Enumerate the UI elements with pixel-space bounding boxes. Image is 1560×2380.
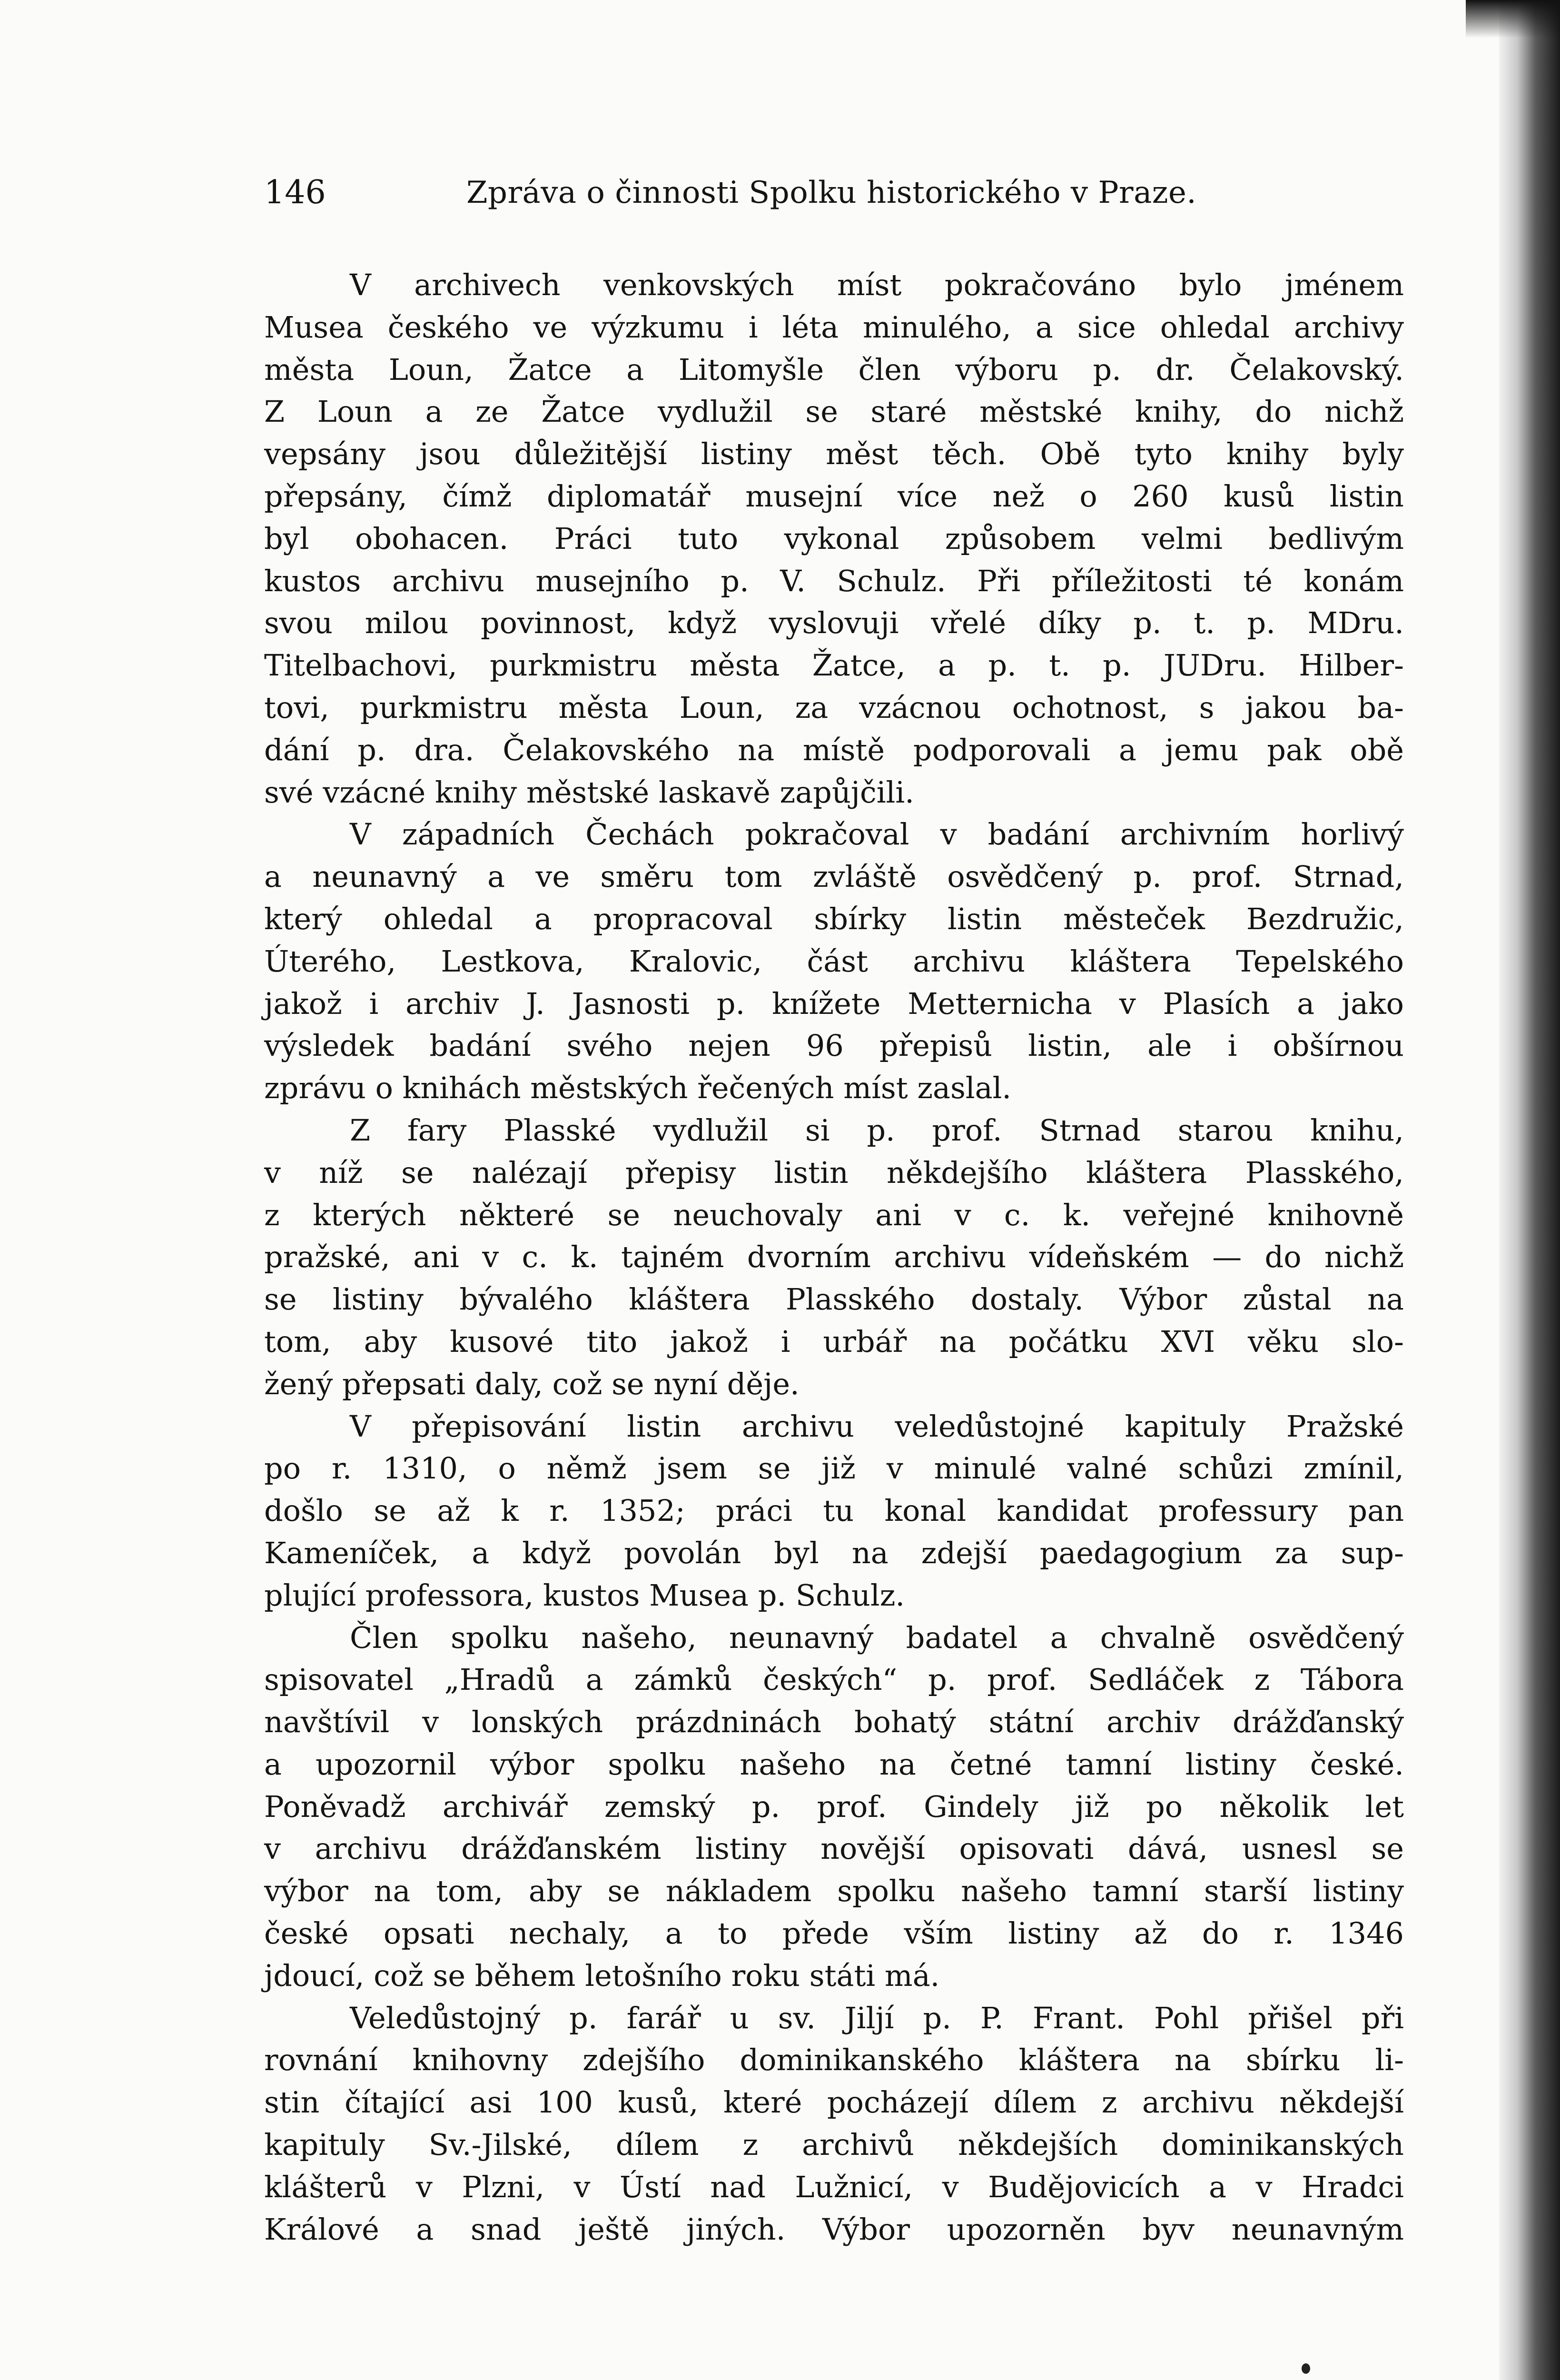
text-line: vepsány jsou důležitější listiny měst těch. Obě tyto knihy byly bbox=[264, 436, 1404, 472]
text-line: výbor na tom, aby se nákladem spolku našeho tamní starší listiny bbox=[264, 1874, 1404, 1909]
text-line: kustos archivu musejního p. V. Schulz. Při příležitosti té konám bbox=[264, 563, 1404, 598]
text-line: Kameníček, a když povolán byl na zdejší paedagogium za sup- bbox=[264, 1535, 1404, 1570]
text-line: který ohledal a propracoval sbírky listin městeček Bezdružic, bbox=[264, 901, 1404, 936]
running-title: Zpráva o činnosti Spolku historického v Praze. bbox=[466, 175, 1197, 210]
text-line: rovnání knihovny zdejšího dominikanského kláštera na sbírku li- bbox=[264, 2043, 1404, 2078]
ink-speck bbox=[1302, 2363, 1310, 2374]
text-line: Musea českého ve výzkumu i léta minulého, a sice ohledal archivy bbox=[264, 309, 1404, 345]
body-text bbox=[264, 264, 1404, 2251]
text-line: své vzácné knihy městské laskavě zapůjčili. bbox=[264, 774, 914, 810]
text-line: V západních Čechách pokračoval v badání archivním horlivý bbox=[350, 817, 1404, 852]
text-line: se listiny bývalého kláštera Plasského dostaly. Výbor zůstal na bbox=[264, 1282, 1404, 1317]
text-line: v archivu drážďanském listiny novější opisovati dává, usnesl se bbox=[264, 1831, 1404, 1866]
text-line: Z fary Plasské vydlužil si p. prof. Strnad starou knihu, bbox=[350, 1112, 1404, 1148]
text-line: výsledek badání svého nejen 96 přepisů listin, ale i obšírnou bbox=[264, 1028, 1404, 1063]
text-line: Úterého, Lestkova, Kralovic, část archivu kláštera Tepelského bbox=[264, 943, 1404, 979]
text-line: přepsány, čímž diplomatář musejní více než o 260 kusů listin bbox=[264, 478, 1404, 514]
text-line: Poněvadž archivář zemský p. prof. Gindely již po několik let bbox=[264, 1789, 1404, 1824]
page-corner-shadow bbox=[1466, 0, 1560, 38]
text-line: z kterých některé se neuchovaly ani v c. k. veřejné knihovně bbox=[264, 1197, 1404, 1232]
text-line: v níž se nalézají přepisy listin někdejšího kláštera Plasského, bbox=[264, 1155, 1404, 1190]
text-line: po r. 1310, o němž jsem se již v minulé valné schůzi zmínil, bbox=[264, 1451, 1404, 1486]
text-line: tom, aby kusové tito jakož i urbář na počátku XVI věku slo- bbox=[264, 1324, 1404, 1359]
text-line: Veledůstojný p. farář u sv. Jiljí p. P. Frant. Pohl přišel při bbox=[350, 2000, 1404, 2035]
text-line: Titelbachovi, purkmistru města Žatce, a p. t. p. JUDru. Hilber- bbox=[264, 648, 1404, 683]
text-line: pražské, ani v c. k. tajném dvorním archivu vídeňském — do nichž bbox=[264, 1240, 1404, 1275]
text-line: žený přepsati daly, což se nyní děje. bbox=[264, 1366, 800, 1401]
text-line: zprávu o knihách městských řečených míst zaslal. bbox=[264, 1071, 1012, 1106]
text-line: Člen spolku našeho, neunavný badatel a chvalně osvědčený bbox=[350, 1620, 1404, 1655]
text-line: Z Loun a ze Žatce vydlužil se staré městské knihy, do nichž bbox=[264, 394, 1404, 429]
text-line: stin čítající asi 100 kusů, které pocházejí dílem z archivu někdejší bbox=[264, 2085, 1404, 2120]
text-line: a neunavný a ve směru tom zvláště osvědčený p. prof. Strnad, bbox=[264, 859, 1404, 894]
text-line: V archivech venkovských míst pokračováno bylo jménem bbox=[350, 268, 1404, 302]
text-line: jakož i archiv J. Jasnosti p. knížete Metternicha v Plasích a jako bbox=[264, 986, 1404, 1021]
text-line: Králové a snad ještě jiných. Výbor upozorněn byv neunavným bbox=[264, 2211, 1404, 2247]
text-line: byl obohacen. Práci tuto vykonal způsobem velmi bedlivým bbox=[264, 521, 1404, 556]
page-number: 146 bbox=[264, 174, 326, 211]
text-line: navštívil v lonských prázdninách bohatý státní archiv drážďanský bbox=[264, 1705, 1404, 1740]
text-line: došlo se až k r. 1352; práci tu konal kandidat professury pan bbox=[264, 1493, 1404, 1528]
text-line: plující professora, kustos Musea p. Schulz. bbox=[264, 1577, 905, 1613]
text-line: spisovatel „Hradů a zámků českých“ p. prof. Sedláček z Tábora bbox=[264, 1662, 1404, 1697]
text-line: české opsati nechaly, a to přede vším listiny až do r. 1346 bbox=[264, 1916, 1404, 1951]
page-edge-shadow bbox=[1499, 0, 1560, 2380]
text-line: V přepisování listin archivu veledůstojné kapituly Pražské bbox=[350, 1408, 1404, 1444]
text-line: města Loun, Žatce a Litomyšle člen výboru p. dr. Čelakovský. bbox=[264, 352, 1404, 387]
text-line: dání p. dra. Čelakovského na místě podporovali a jemu pak obě bbox=[264, 732, 1404, 767]
text-line: klášterů v Plzni, v Ústí nad Lužnicí, v Budějovicích a v Hradci bbox=[264, 2169, 1404, 2204]
text-line: svou milou povinnost, když vyslovuji vřelé díky p. t. p. MDru. bbox=[264, 605, 1404, 641]
text-line: tovi, purkmistru města Loun, za vzácnou ochotnost, s jakou ba- bbox=[264, 690, 1404, 725]
text-line: kapituly Sv.-Jilské, dílem z archivů někdejších dominikanských bbox=[264, 2127, 1404, 2162]
text-line: a upozornil výbor spolku našeho na četné tamní listiny české. bbox=[264, 1746, 1404, 1782]
page-header bbox=[264, 169, 1411, 217]
text-line: jdoucí, což se během letošního roku státi má. bbox=[264, 1958, 940, 1993]
